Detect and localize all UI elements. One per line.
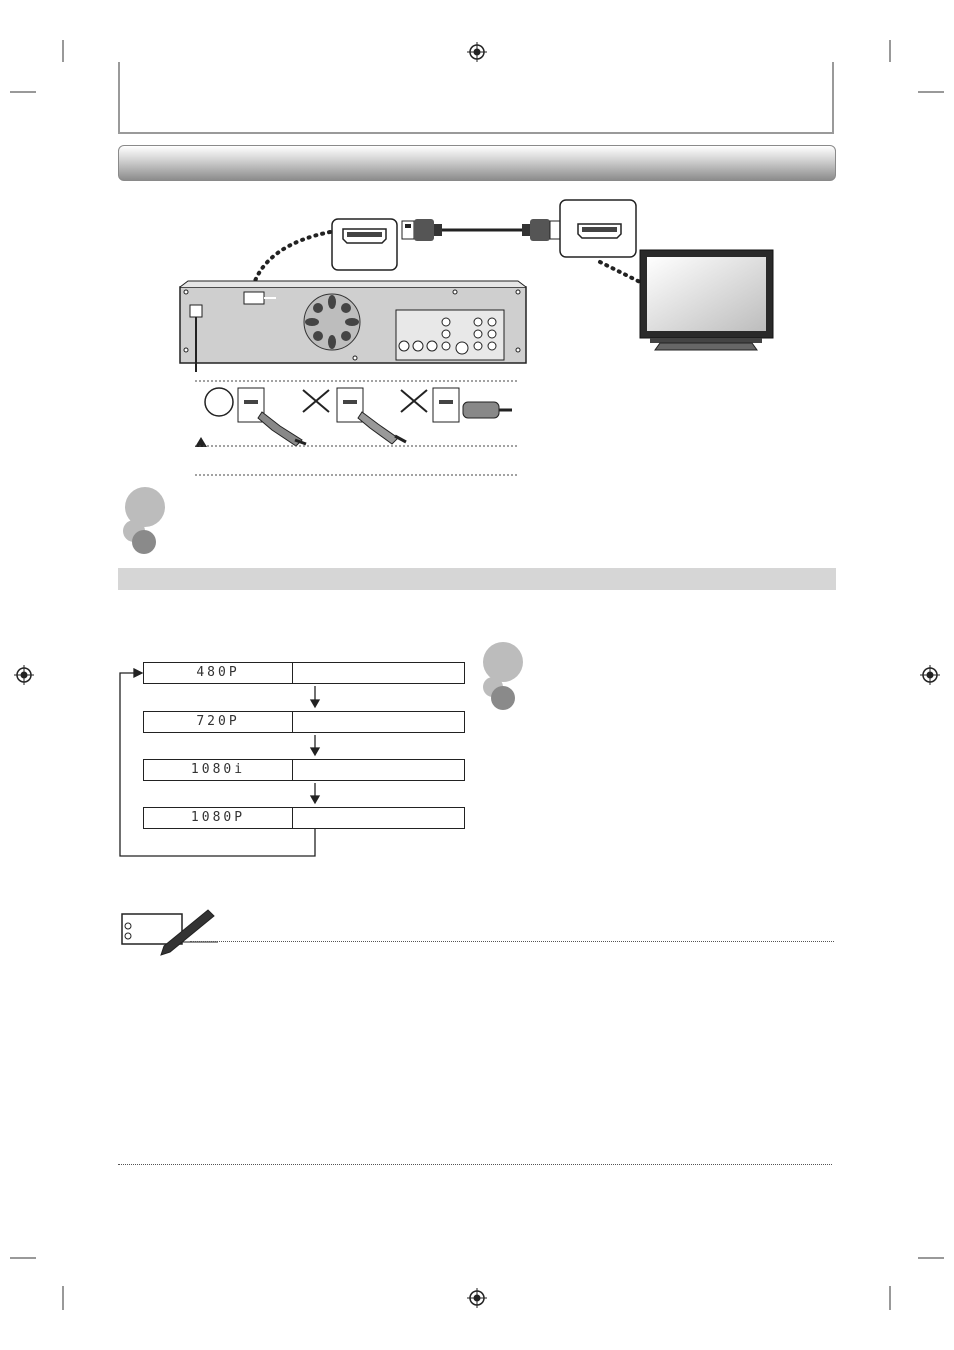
resolution-display: 720P <box>196 714 240 729</box>
step-circles-decoration <box>480 640 540 720</box>
note-pencil-icon <box>118 906 228 946</box>
resolution-display: 1080i <box>190 762 246 777</box>
registration-mark-icon <box>467 1288 487 1308</box>
note-divider <box>190 941 834 942</box>
resolution-display: 480P <box>196 665 240 680</box>
resolution-display: 1080P <box>190 810 246 825</box>
footer-divider <box>118 1164 832 1165</box>
